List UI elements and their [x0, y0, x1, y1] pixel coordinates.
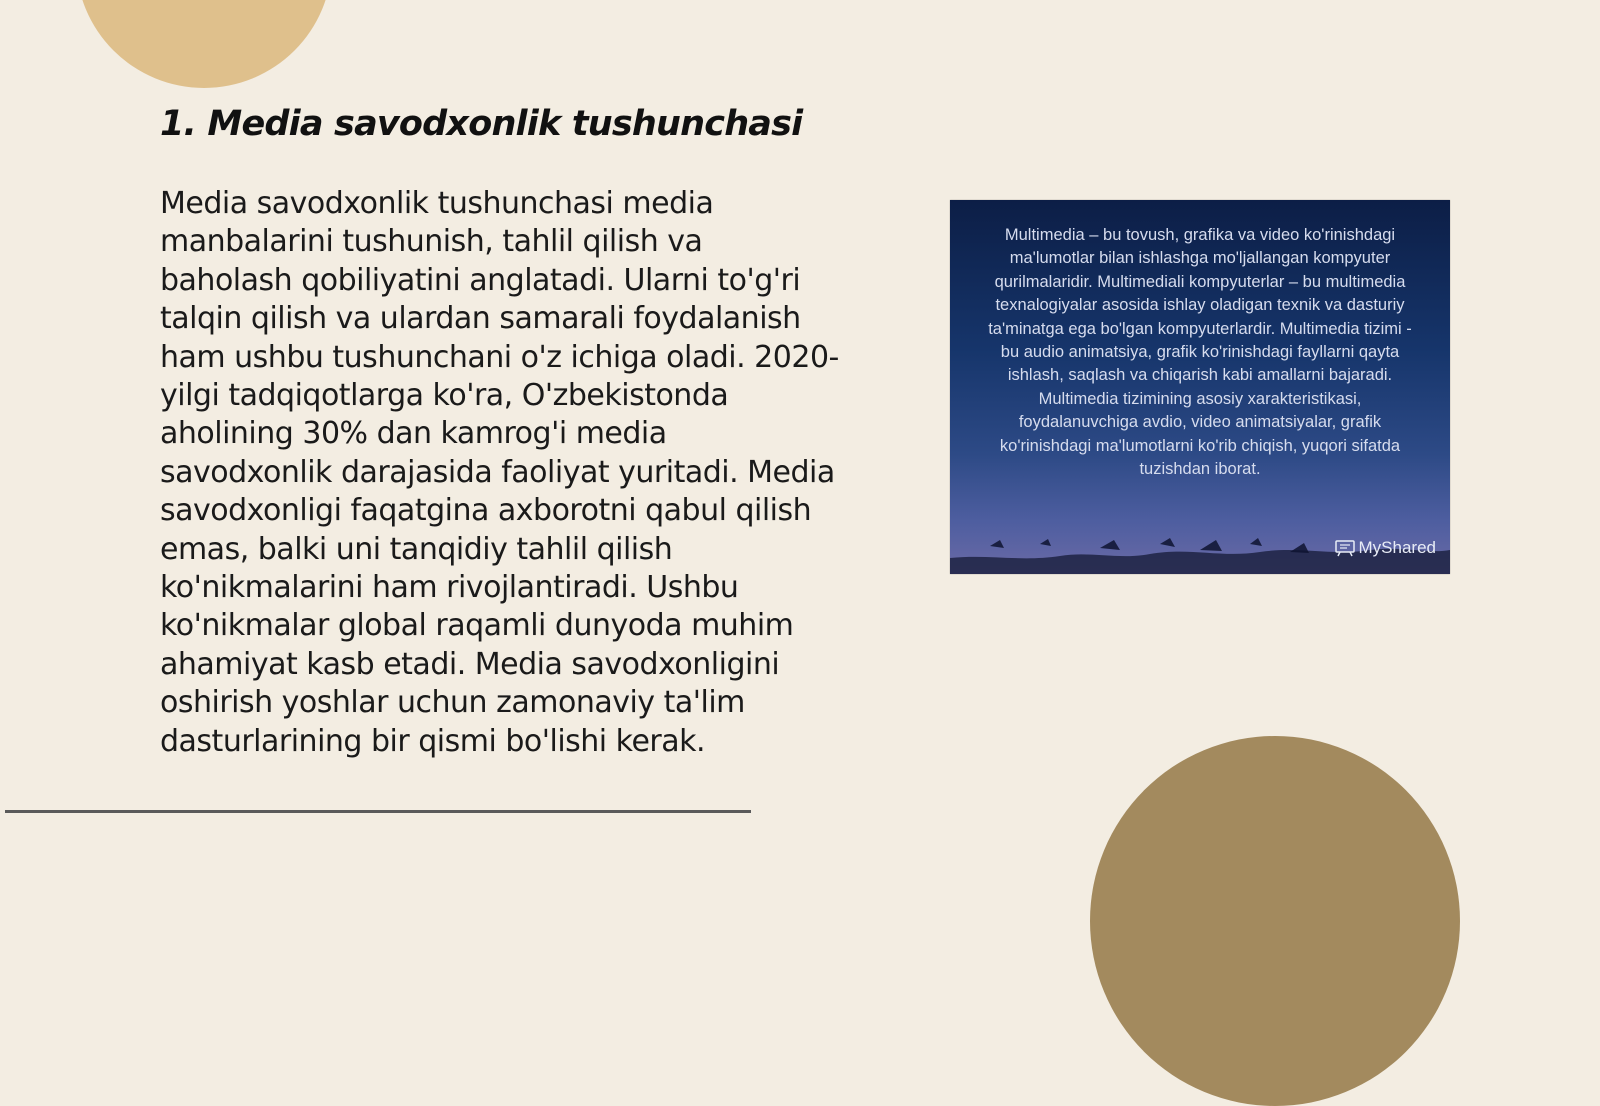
embedded-slide-text: Multimedia – bu tovush, grafika va video ko'rinishdagi ma'lumotlar bilan ishlashga mo'ljallangan kompyuter qurilmalaridir. Multimediali kompyuterlar – bu multimedia texnalogiyalar asosida ishlay oladigan texnik va dasturiy ta'minatga ega bo'lgan kompyuterlardir. Multimedia tizimi - bu audio animatsiya, grafik ko'rinishdagi fayllarni qayta ishlash, saqlash va chiqarish kabi amallarni bajaradi. Multimedia tizimining asosiy xarakteristikasi, foydalanuvchiga avdio, video animatsiyalar, grafik ko'rinishdagi ma'lumotlarni ko'rib chiqish, yuqori sifatda tuzishdan iborat. [988, 226, 1412, 479]
myshared-watermark [1335, 538, 1436, 558]
decorative-circle-bottom [1090, 736, 1460, 1106]
embedded-slide-image [950, 200, 1450, 574]
decorative-circle-top [76, 0, 332, 88]
projector-screen-icon [1335, 539, 1355, 557]
watermark-label: MyShared [1358, 538, 1436, 557]
slide-body-text: Media savodxonlik tushunchasi media manbalarini tushunish, tahlil qilish va baholash qobiliyatini anglatadi. Ularni to'g'ri talqin qilish va ulardan samarali foydalanish ham ushbu tushunchani o'z ichiga oladi. 2020-yilgi tadqiqotlarga ko'ra, O'zbekistonda aholining 30% dan kamrog'i media savodxonlik darajasida faoliyat yuritadi. Media savodxonligi faqatgina axborotni qabul qilish emas, balki uni tanqidiy tahlil qilish ko'nikmalarini ham rivojlantiradi. Ushbu ko'nikmalar global raqamli dunyoda muhim ahamiyat kasb etadi. Media savodxonligini oshirish yoshlar uchun zamonaviy ta'lim dasturlarining bir qismi bo'lishi kerak. [160, 186, 839, 759]
divider-line [5, 810, 751, 813]
slide-title: 1. Media savodxonlik tushunchasi [160, 104, 803, 144]
